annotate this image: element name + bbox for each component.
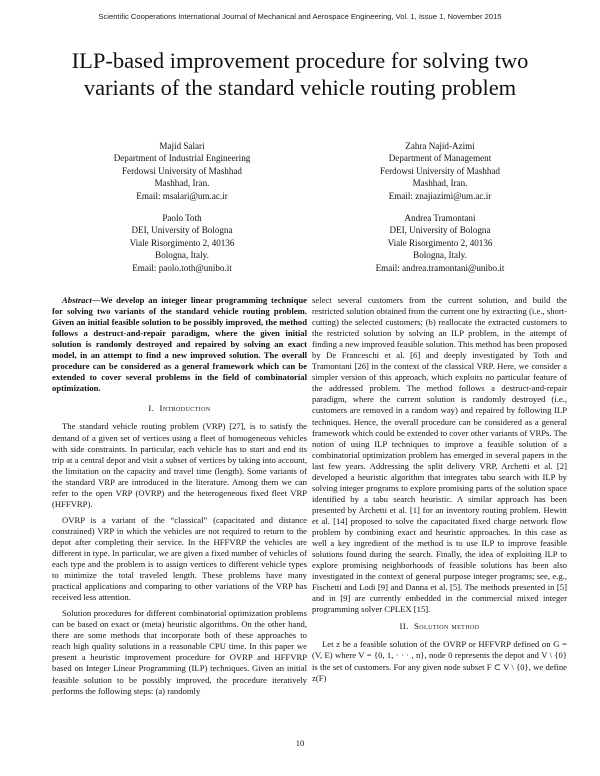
author-affiliation: Bologna, Italy. [413, 250, 467, 261]
author-affiliation: Ferdowsi University of Mashhad [380, 165, 500, 176]
author-email: Email: paolo.toth@unibo.it [132, 262, 232, 273]
paragraph: Solution procedures for different combinatorial optimization problems can be based on exact or (meta) heuristic algorithms. On the other hand, there are some methods that incorporate both of these approaches to reach high quality solutions in a reasonable CPU time. In this paper we present a heuristic improvement procedure for OVRP and HFFVRP based on Integer Linear Programming (ILP) techniques. Given an initial feasible solution to be possibly improved, the procedure iteratively performs the following steps: (a) randomly [52, 608, 307, 696]
author-affiliation: Mashhad, Iran. [154, 178, 210, 189]
author-name: Paolo Toth [162, 213, 202, 223]
author-affiliation: DEI, University of Bologna [389, 225, 491, 236]
author-affiliation: Department of Management [388, 153, 492, 164]
abstract [52, 295, 307, 394]
author-email: Email: andrea.tramontani@unibo.it [375, 262, 505, 273]
author-affiliation: Ferdowsi University of Mashhad [122, 165, 242, 176]
section-title: Introduction [159, 403, 211, 414]
author-block-toth [62, 212, 302, 274]
section-heading-introduction [52, 403, 307, 414]
section-number: II. [399, 621, 409, 632]
author-block-tramontani [320, 212, 560, 274]
author-affiliation: Viale Risorgimento 2, 40136 [129, 237, 235, 248]
author-email: Email: znajiazimi@um.ac.ir [388, 190, 492, 201]
author-affiliation: Department of Industrial Engineering [113, 153, 251, 164]
title-line-2: variants of the standard vehicle routing problem [83, 75, 517, 100]
author-affiliation: Bologna, Italy. [155, 250, 209, 261]
paragraph: Let z be a feasible solution of the OVRP or HFFVRP defined on G = (V, E) where V = {0, 1, · · · , n}, node 0 represents the depot and V \ {0} is the set of customers. For any given node subset F ⊂ V \ {0}, we define z(F) [312, 639, 567, 683]
left-column [52, 295, 307, 702]
author-affiliation: Mashhad, Iran. [412, 178, 468, 189]
section-heading-solution-method [312, 621, 567, 632]
right-column [312, 295, 567, 689]
paper-title [40, 47, 560, 101]
section-title: Solution method [414, 621, 480, 632]
paragraph: select several customers from the current solution, and build the restricted solution obtained from the current one by extracting (i.e., short-cutting) the selected customers; (b) reallocate the extracted customers to the restricted solution by solving an ILP problem, in the attempt of finding a new improved feasible solution. This method has been proposed by De Franceschi et al. [6] and deeply investigated by Toth and Tramontani [26] in the context of the classical VRP. Here, we consider a simpler version of this approach, which exploits no particular feature of the addressed problem. The method follows a destruct-and-repair paradigm, where the current solution is randomly destroyed (i.e., customers are removed in a random way) and repaired by following ILP techniques. Hence, the overall procedure can be considered as a general framework which could be extended to cover other variants of VRPs. The notion of using ILP techniques to improve a feasible solution of a combinatorial optimization problem has emerged in several papers in the last few years. Addressing the split delivery VRP, Archetti et al. [2] developed a heuristic algorithm that integrates tabu search with ILP by solving integer programs to explore promising parts of the solution space identified by a tabu search heuristic. A similar approach has been presented by Archetti et al. [1] for an inventory routing problem. Hewitt et al. [14] proposed to solve the capacitated fixed charge network flow problem by combining exact and heuristic approaches. In this case as well a key ingredient of the method is to use ILP to improve feasible solutions found during the search. Finally, the idea of exploiting ILP to explore promising neighborhoods of feasible solutions has been also investigated in the context of general purpose integer programs; see, e.g., Fischetti and Lodi [9] and Danna et al. [5]. The methods presented in [5] and in [9] are currently embedded in the commercial mixed integer programming solver CPLEX [15]. [312, 295, 567, 615]
author-name: Zahra Najid-Azimi [405, 141, 475, 151]
title-line-1: ILP-based improvement procedure for solving two [71, 48, 529, 73]
section-number: I. [148, 403, 155, 414]
author-affiliation: DEI, University of Bologna [131, 225, 233, 236]
author-name: Majid Salari [159, 141, 205, 151]
abstract-text: —We develop an integer linear programming technique for solving two variants of the standard vehicle routing problem. Given an initial feasible solution to be possibly improved, the method follows a destruct-and-repair paradigm, where the given initial solution is randomly destroyed and repaired by solving an exact model, in an attempt to find a new improved solution. The overall procedure can be considered as a general framework which can be extended to cover several problems in the field of combinatorial optimization. [52, 295, 307, 394]
author-block-najid-azimi [320, 140, 560, 202]
author-affiliation: Viale Risorgimento 2, 40136 [387, 237, 493, 248]
author-email: Email: msalari@um.ac.ir [136, 190, 228, 201]
journal-header: Scientific Cooperations International Journal of Mechanical and Aerospace Engineering, Vol. 1, Issue 1, November 2015 [98, 12, 502, 21]
paragraph: OVRP is a variant of the “classical” (capacitated and distance constrained) VRP in which the vehicles are not required to return to the depot after completing their service. In the HFFVRP the vehicles are different in type. In particular, we are given a fixed number of vehicles of each type and the problem is to assign vertices to different vehicle types to minimize the total traveled length. These problems have many practical applications and comparing to other variations of the VRP has received less attention. [52, 514, 307, 603]
abstract-label: Abstract [62, 295, 92, 305]
paragraph: The standard vehicle routing problem (VRP) [27], is to satisfy the demand of a given set of vertices using a fleet of homogeneous vehicles with side constraints. In particular, each vehicle has to start and end its trip at a central depot and visit a subset of vertices by taking into account, the limitation on the capacity and travel time (length). Some variants of the standard VRP are introduced in the literature. Among them we can refer to the open VRP (OVRP) and the heterogeneous fixed fleet VRP (HFFVRP). [52, 421, 307, 509]
author-name: Andrea Tramontani [404, 213, 476, 223]
page-number: 10 [295, 738, 305, 748]
author-block-salari [62, 140, 302, 202]
